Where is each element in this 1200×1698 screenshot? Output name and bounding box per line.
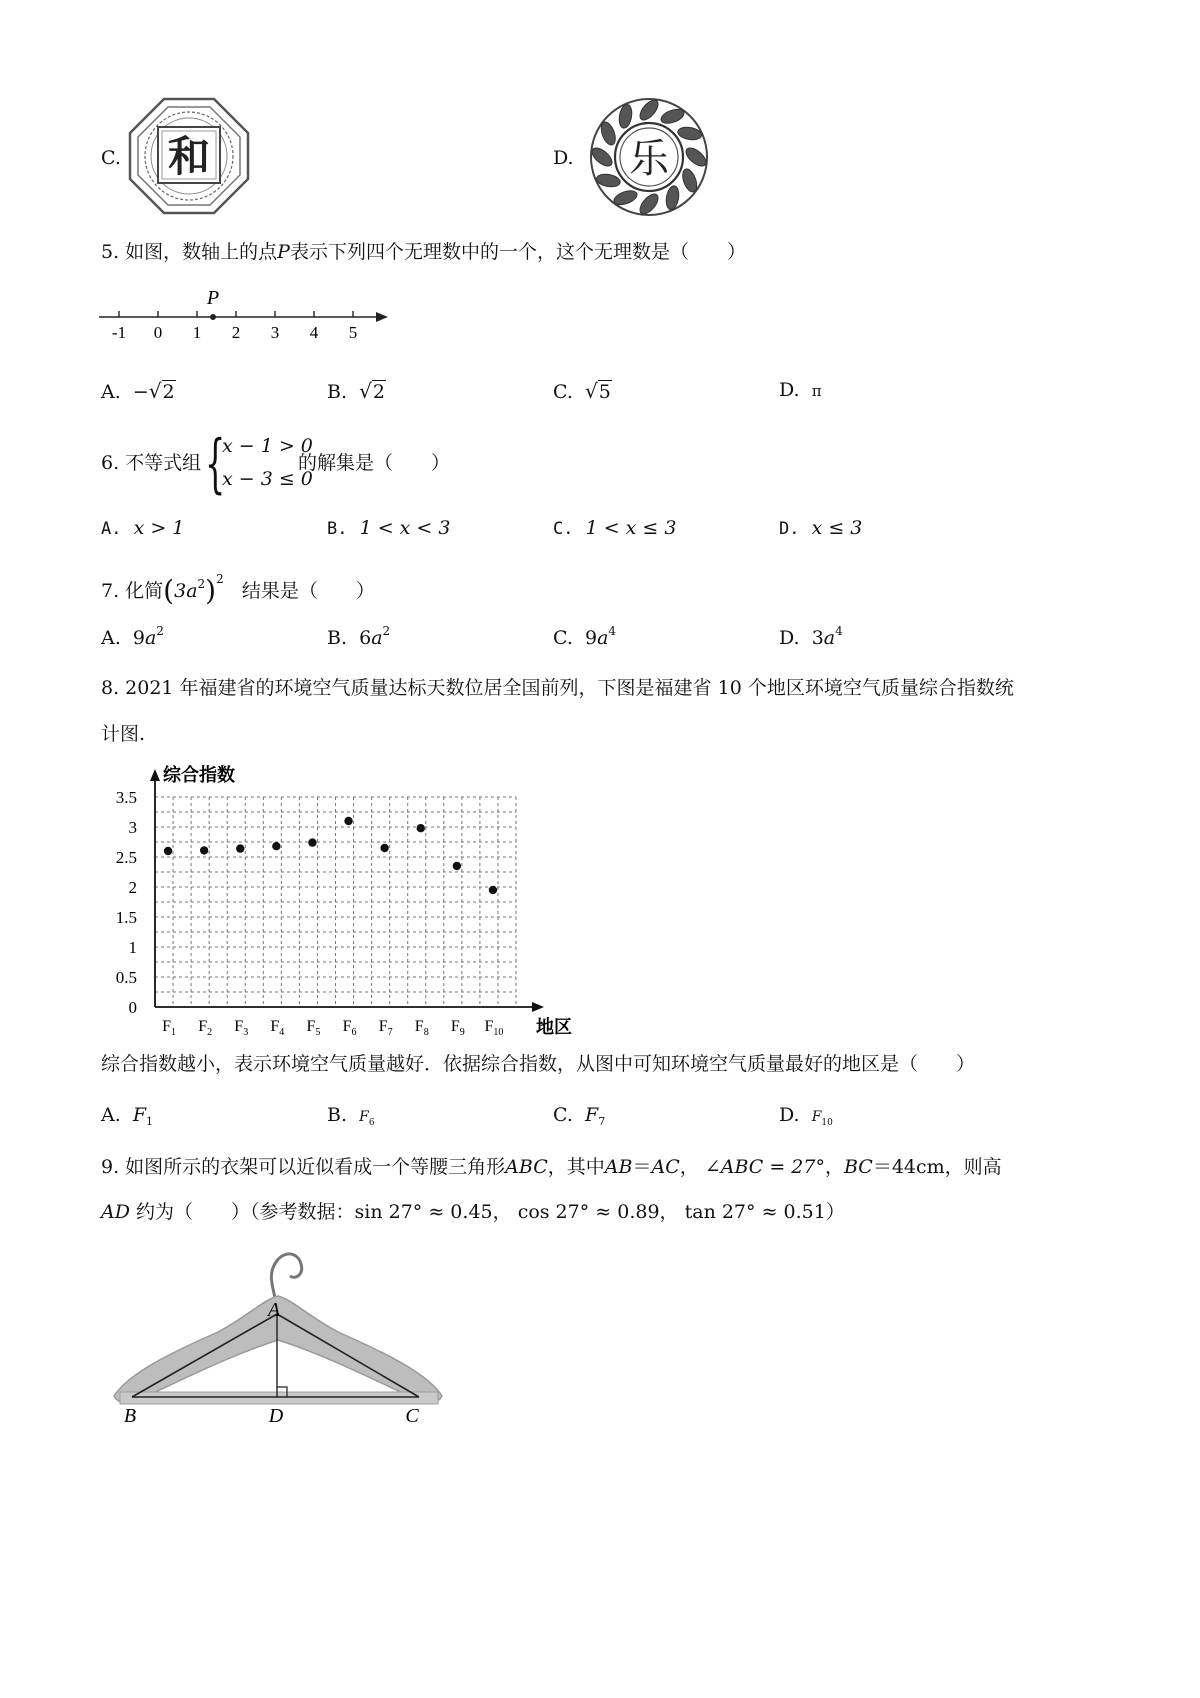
chart-data-point (417, 824, 425, 832)
hanger-hook (271, 1254, 301, 1302)
chart-data-point (200, 846, 208, 854)
chart-x-tick-label: $F_5$ (306, 1018, 321, 1037)
chart-x-tick-label: $F_{10}$ (484, 1018, 504, 1037)
q9-line2: AD 约为（ ）（参考数据：sin 27° ≈ 0.45， cos 27° ≈ 0.89， tan 27° ≈ 0.51） (101, 1201, 845, 1223)
chart-y-tick-label: 2.5 (115, 848, 137, 867)
label-b: B (123, 1405, 137, 1427)
label-d: D (268, 1405, 284, 1427)
q8-stem-line2: 计图. (101, 723, 146, 745)
chart-y-tick-label: 0.5 (115, 968, 137, 987)
number-line-tick-label: 5 (348, 323, 358, 342)
q5-option-b[interactable]: B. √2 (327, 379, 385, 403)
q7-option-a[interactable]: A. $9a^2$ (101, 624, 164, 649)
hanger-figure (108, 1244, 448, 1429)
number-line-point-p (210, 314, 216, 320)
q7-option-d[interactable]: D. $3a^4$ (779, 624, 843, 649)
number-line-tick-label: 4 (309, 323, 319, 342)
chart-x-tick-label: $F_8$ (414, 1018, 429, 1037)
q6-line1: x − 1 > 0 (222, 435, 313, 457)
number-line-tick-label: 1 (192, 323, 202, 342)
q8-option-a[interactable]: A. $F_1$ (101, 1104, 154, 1128)
q6-line2: x − 3 ≤ 0 (222, 468, 313, 490)
chart-y-tick-label: 2 (128, 878, 137, 897)
air-quality-chart (98, 757, 578, 1037)
q4-option-c-label: C. (101, 147, 121, 169)
chart-y-tick-label: 3.5 (115, 788, 137, 807)
q8-option-c[interactable]: C. $F_7$ (553, 1104, 606, 1128)
label-c: C (405, 1405, 419, 1427)
chart-y-tick-label: 1 (128, 938, 137, 957)
chart-x-tick-label: $F_7$ (378, 1018, 393, 1037)
q8-option-d[interactable]: D. $F_{10}$ (779, 1104, 833, 1128)
q6-stem-tail: 的解集是（ ） (298, 452, 451, 474)
q8-stem-line1: 8. 2021 年福建省的环境空气质量达标天数位居全国前列，下图是福建省 10 个地区环境空气质量综合指数统 (101, 677, 1014, 699)
q6-option-a[interactable]: A. x > 1 (101, 517, 185, 539)
q6-option-d[interactable]: D. x ≤ 3 (779, 517, 863, 539)
q6-option-c[interactable]: C. 1 < x ≤ 3 (553, 517, 677, 539)
number-line-point-label: P (206, 287, 220, 309)
chart-x-tick-label: $F_3$ (234, 1018, 249, 1037)
hanger-bar (120, 1392, 438, 1404)
chart-y-tick-label: 0 (128, 998, 137, 1017)
seal-le-char: 乐 (629, 136, 669, 182)
chart-data-point (453, 862, 461, 870)
chart-data-point (308, 838, 316, 846)
chart-x-tick-label: $F_2$ (198, 1018, 213, 1037)
q5-option-a[interactable]: A. −√2 (101, 379, 175, 403)
seal-le-image (586, 96, 712, 218)
q5-stem: 5. 如图，数轴上的点P表示下列四个无理数中的一个，这个无理数是（ ） (101, 241, 746, 263)
seal-he-image (128, 97, 250, 215)
chart-y-axis-label: 综合指数 (163, 765, 235, 786)
number-line (95, 284, 395, 346)
chart-data-point (380, 844, 388, 852)
q6-option-b[interactable]: B. 1 < x < 3 (327, 517, 451, 539)
number-line-tick-label: 3 (270, 323, 280, 342)
q7-option-c[interactable]: C. $9a^4$ (553, 624, 617, 649)
q8-option-b[interactable]: B. $F_6$ (327, 1104, 375, 1128)
q7-option-b[interactable]: B. $6a^2$ (327, 624, 391, 649)
q5-option-d[interactable]: D. π (779, 379, 822, 401)
number-line-tick-label: 2 (231, 323, 241, 342)
chart-x-tick-label: $F_9$ (450, 1018, 465, 1037)
q6-stem-head: 6. 不等式组 (101, 452, 202, 474)
chart-y-axis-arrow (150, 769, 160, 781)
label-a: A (267, 1299, 281, 1321)
chart-data-point (344, 817, 352, 825)
q4-option-d-label: D. (553, 147, 574, 169)
q9-line1: 9. 如图所示的衣架可以近似看成一个等腰三角形ABC，其中AB＝AC， ∠ABC = 27°，BC＝44cm，则高 (101, 1156, 1002, 1178)
chart-y-tick-label: 1.5 (115, 908, 137, 927)
number-line-tick-label: -1 (111, 323, 127, 342)
number-line-tick-label: 0 (153, 323, 163, 342)
chart-x-axis-label: 地区 (536, 1017, 572, 1037)
chart-x-tick-label: $F_1$ (162, 1018, 177, 1037)
q8-after-chart: 综合指数越小，表示环境空气质量越好．依据综合指数，从图中可知环境空气质量最好的地区是（ ） (101, 1053, 976, 1075)
chart-data-point (272, 842, 280, 850)
chart-x-axis-arrow (532, 1002, 544, 1012)
chart-data-point (236, 844, 244, 852)
chart-data-point (489, 886, 497, 894)
seal-he-char: 和 (167, 132, 211, 181)
chart-data-point (164, 847, 172, 855)
chart-x-tick-label: $F_4$ (270, 1018, 285, 1037)
q7-stem: 7. 化简$(3a^2)^2$ 结果是（ ） (101, 572, 375, 607)
q5-option-c[interactable]: C. √5 (553, 379, 611, 403)
chart-y-tick-label: 3 (128, 818, 137, 837)
q6-brace: { (205, 427, 226, 501)
chart-x-tick-label: $F_6$ (342, 1018, 357, 1037)
